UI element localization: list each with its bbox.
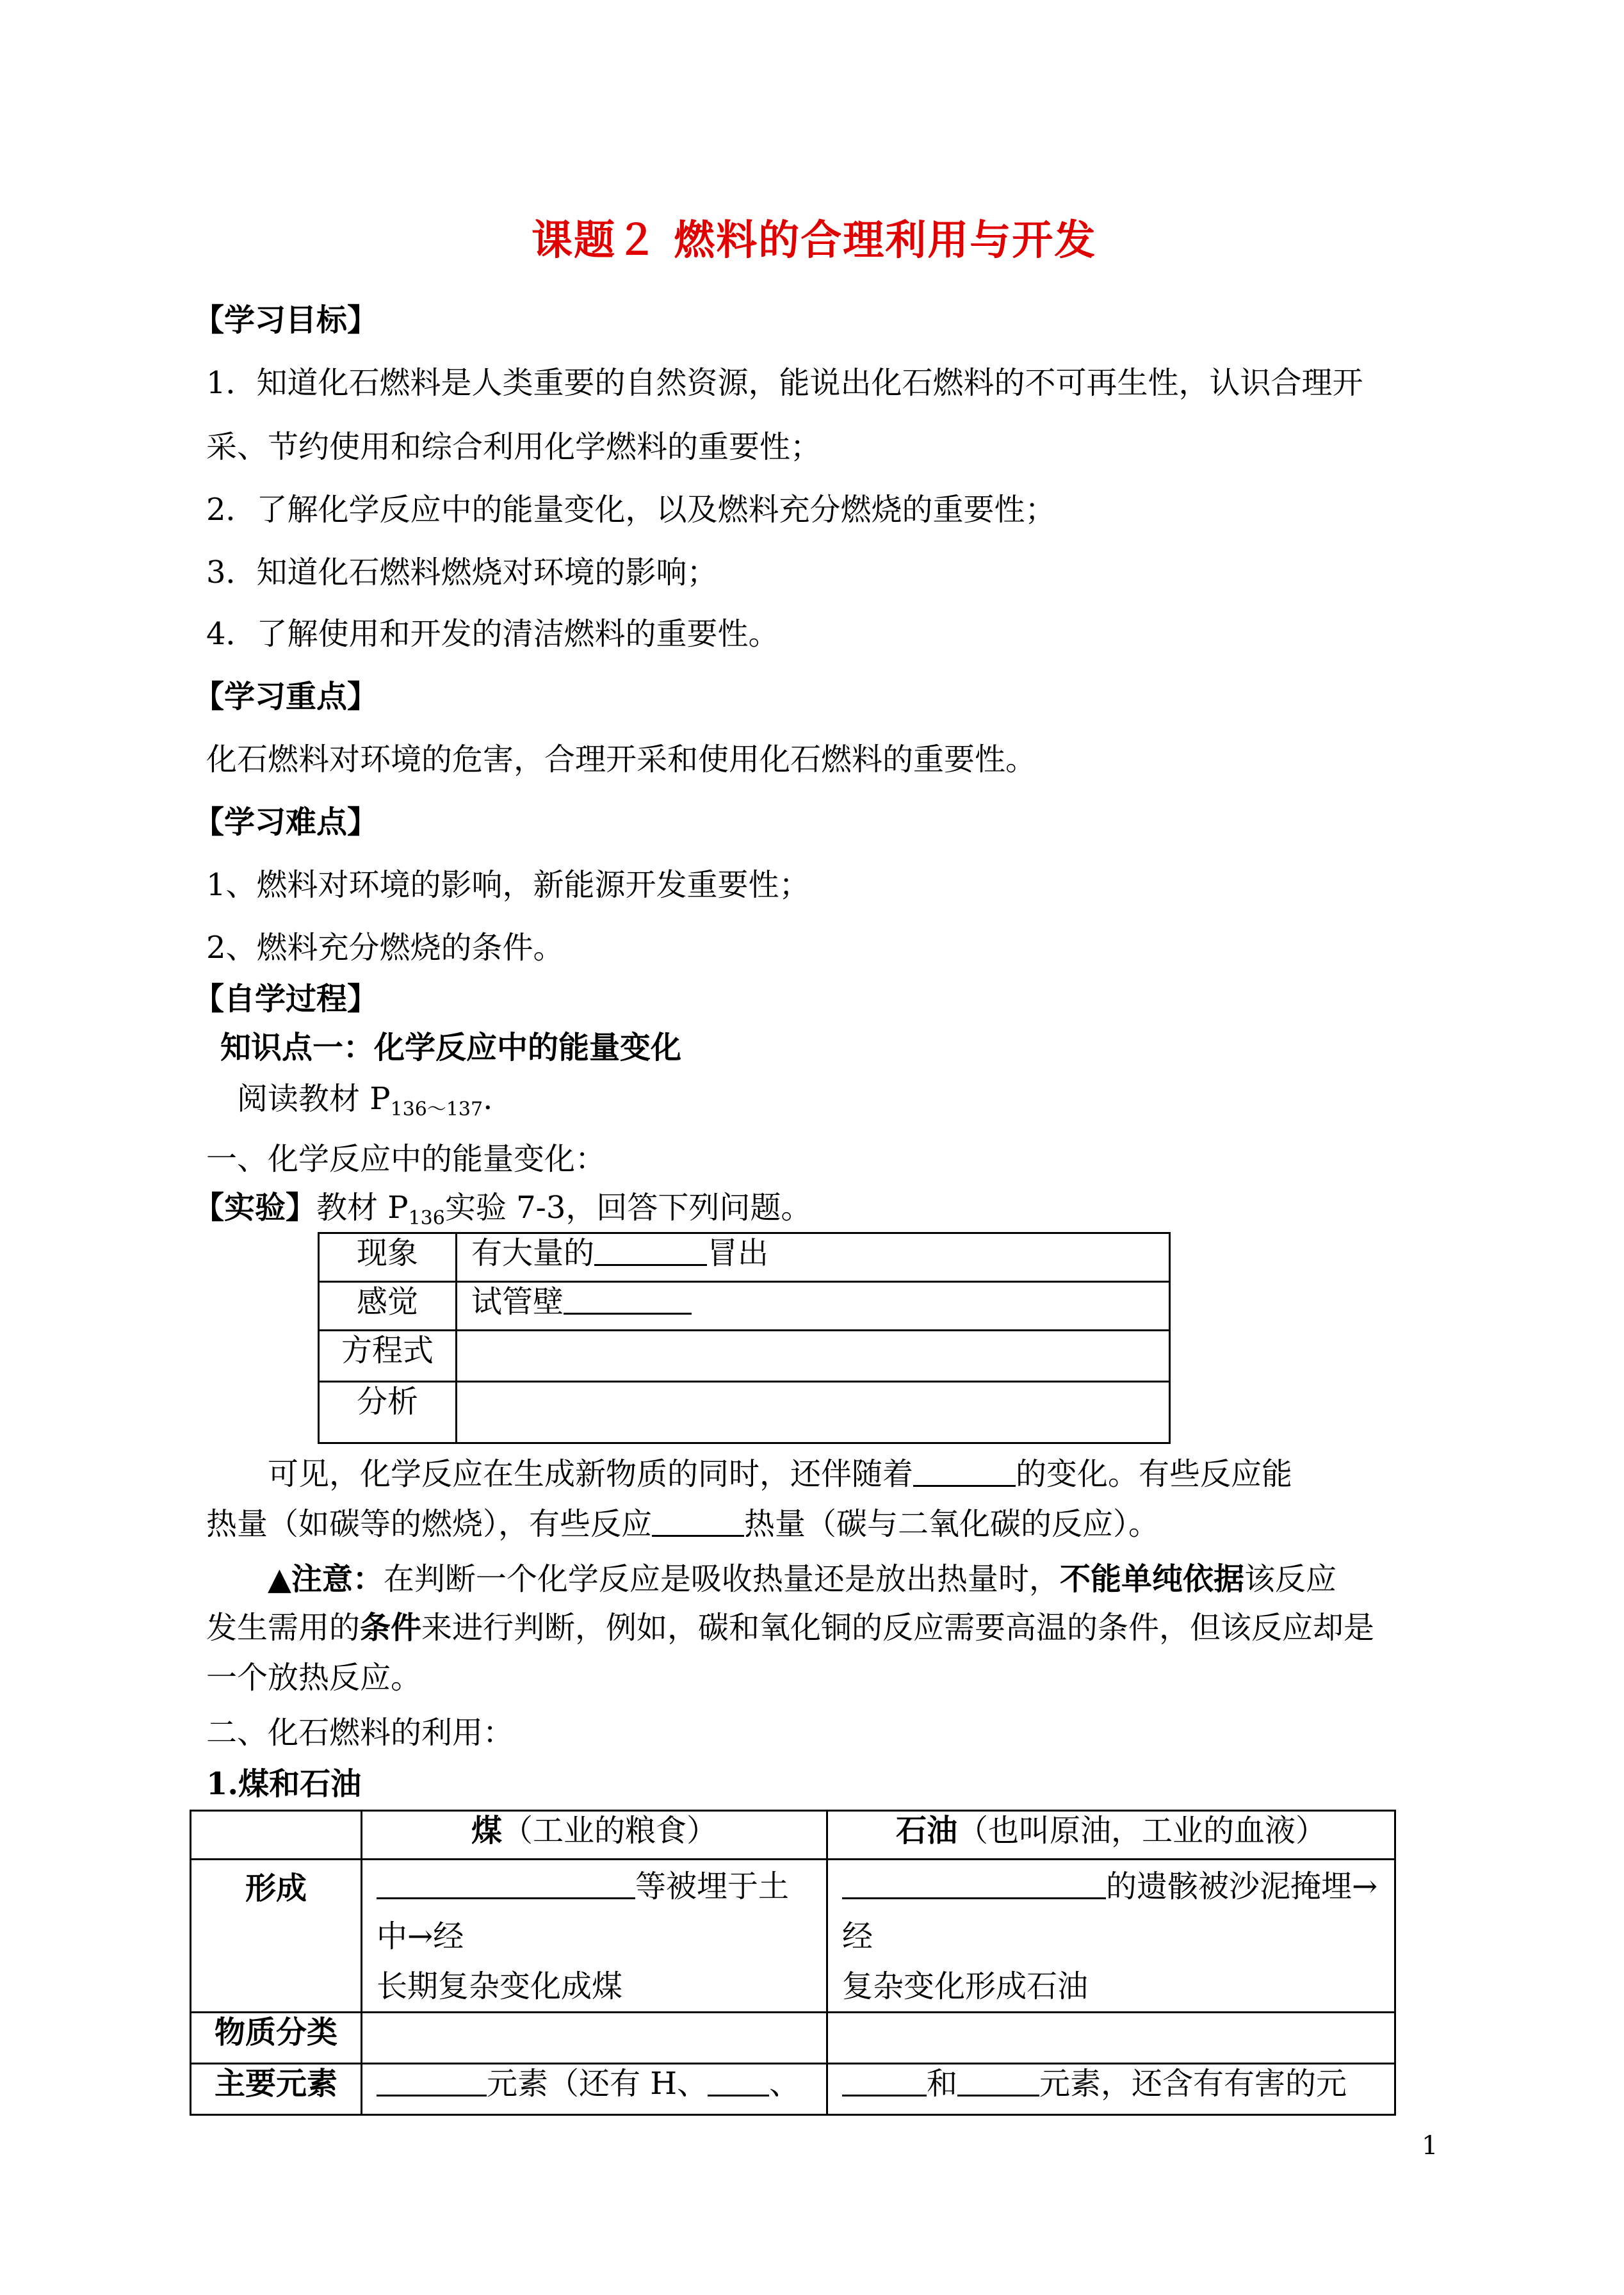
coal-elements-cell: 元素（还有 H、 、: [362, 2064, 827, 2115]
fill-blank[interactable]: [842, 2066, 927, 2096]
objective-line: 采、节约使用和综合利用化学燃料的重要性；: [206, 429, 822, 465]
table-row: [319, 1282, 1170, 1331]
oil-formation-cell: 的遗骸被沙泥掩埋→ 经 复杂变化形成石油: [827, 1860, 1395, 2013]
note-line: ▲注意：在判断一个化学反应是吸收热量还是放出热量时，不能单纯依据该反应: [268, 1561, 1336, 1597]
page-title: 课题２ 燃料的合理利用与开发: [532, 216, 1097, 264]
fill-blank[interactable]: [957, 2066, 1039, 2096]
fill-blank[interactable]: [913, 1457, 1016, 1487]
objective-line: 2．了解化学反应中的能量变化，以及燃料充分燃烧的重要性；: [206, 492, 1056, 528]
fill-blank[interactable]: [708, 2066, 769, 2096]
coal-formation-cell: 等被埋于土 中→经 长期复杂变化成煤: [362, 1860, 827, 2013]
row-value[interactable]: [457, 1331, 1170, 1382]
reading-instruction: 阅读教材 $P_{136\sim 137}$.: [237, 1081, 493, 1121]
fill-blank[interactable]: [594, 1236, 707, 1266]
key-points-heading: 【学习重点】: [193, 679, 378, 715]
knowledge-point-heading: 知识点一：化学反应中的能量变化: [220, 1030, 682, 1066]
experiment-table: [318, 1232, 1171, 1444]
row-label: 现象: [319, 1233, 457, 1282]
difficulty-line: 2、燃料充分燃烧的条件。: [206, 930, 564, 966]
row-label: 主要元素: [191, 2064, 362, 2115]
row-label: 分析: [319, 1382, 457, 1443]
difficulties-heading: 【学习难点】: [193, 804, 378, 840]
objectives-heading: 【学习目标】: [193, 302, 378, 338]
row-value: 试管壁: [457, 1282, 1170, 1331]
fill-blank[interactable]: [564, 1285, 692, 1315]
paragraph-line: 可见，化学反应在生成新物质的同时，还伴随着 的变化。有些反应能: [268, 1456, 1293, 1492]
coal-header: 煤（工业的粮食）: [362, 1811, 827, 1860]
table-row: [319, 1331, 1170, 1382]
table-row: [191, 2013, 1395, 2064]
row-label: 形成: [191, 1860, 362, 2013]
row-label: 物质分类: [191, 2013, 362, 2064]
objective-line: 3．知道化石燃料燃烧对环境的影响；: [206, 555, 718, 590]
row-value[interactable]: [457, 1382, 1170, 1443]
table-row: [319, 1233, 1170, 1282]
fill-blank[interactable]: [377, 2066, 487, 2096]
note-line: 一个放热反应。: [206, 1660, 422, 1696]
table-row: [191, 1860, 1395, 2013]
oil-elements-cell: 和 元素，还含有有害的元: [827, 2064, 1395, 2115]
oil-class-cell[interactable]: [827, 2013, 1395, 2064]
process-heading: 【自学过程】: [193, 981, 378, 1017]
subsection-heading: 1.煤和石油: [206, 1766, 362, 1802]
fill-blank[interactable]: [842, 1869, 1106, 1899]
key-points-text: 化石燃料对环境的危害，合理开采和使用化石燃料的重要性。: [206, 742, 1037, 777]
coal-class-cell[interactable]: [362, 2013, 827, 2064]
table-row: [191, 1811, 1395, 1860]
fill-blank[interactable]: [652, 1507, 744, 1537]
row-label: 方程式: [319, 1331, 457, 1382]
section-two-heading: 二、化石燃料的利用：: [206, 1715, 514, 1751]
section-one-heading: 一、化学反应中的能量变化：: [206, 1141, 606, 1177]
header-empty-cell: [191, 1811, 362, 1860]
row-value: 有大量的 冒出: [457, 1233, 1170, 1282]
objective-line: 1．知道化石燃料是人类重要的自然资源，能说出化石燃料的不可再生性，认识合理开: [206, 365, 1363, 401]
experiment-line: 【实验】教材 $P_{136}$实验 7-3，回答下列问题。: [193, 1190, 812, 1229]
note-line: 发生需用的条件来进行判断，例如，碳和氧化铜的反应需要高温的条件，但该反应却是: [206, 1610, 1375, 1646]
row-label: 感觉: [319, 1282, 457, 1331]
table-row: [191, 2064, 1395, 2115]
fill-blank[interactable]: [377, 1869, 635, 1899]
objective-line: 4．了解使用和开发的清洁燃料的重要性。: [206, 616, 779, 652]
coal-oil-table: [190, 1810, 1396, 2116]
table-row: [319, 1382, 1170, 1443]
page-number: 1: [1422, 2131, 1438, 2161]
paragraph-line: 热量（如碳等的燃烧），有些反应 热量（碳与二氧化碳的反应）。: [206, 1506, 1160, 1542]
difficulty-line: 1、燃料对环境的影响，新能源开发重要性；: [206, 867, 810, 903]
oil-header: 石油（也叫原油，工业的血液）: [827, 1811, 1395, 1860]
